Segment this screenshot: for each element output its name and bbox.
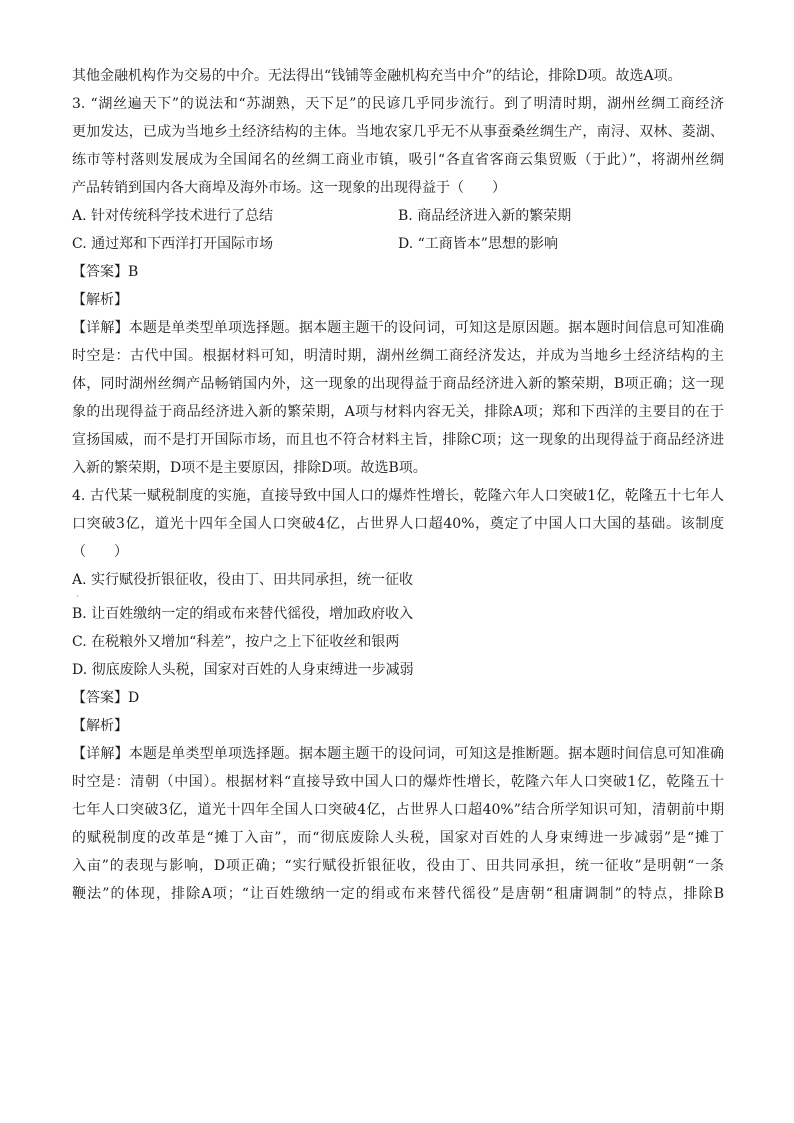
q3-stem-line: 练市等村落则发展成为全国闻名的丝绸工商业市镇，吸引“各直省客商云集贸贩（于此）”，将湖州丝绸 <box>72 152 724 168</box>
q3-option-b: B. 商品经济进入新的繁荣期 <box>398 208 572 224</box>
q4-detail-line: 鞭法”的体现，排除A项；“让百姓缴纳一定的绢或布来替代徭役”是唐朝“租庸调制”的特点，排除B <box>72 886 724 902</box>
q3-detail-line: 入新的繁荣期，D项不是主要原因，排除D项。故选B项。 <box>72 460 427 476</box>
q4-detail-line: 的赋税制度的改革是“摊丁入亩”，而“彻底废除人头税，国家对百姓的人身束缚进一步减弱”是“摊丁 <box>72 830 724 846</box>
q3-option-d: D. “工商皆本”思想的影响 <box>398 236 558 252</box>
q4-stem-line: 4. 古代某一赋税制度的实施，直接导致中国人口的爆炸性增长，乾隆六年人口突破1亿，乾隆五十七年人 <box>72 488 724 504</box>
q4-stem-line: （ ） <box>72 544 128 560</box>
q3-analysis-label: 【解析】 <box>72 292 128 308</box>
previous-analysis-tail: 其他金融机构作为交易的中介。无法得出“钱铺等金融机构充当中介”的结论，排除D项。故选A项。 <box>72 68 682 84</box>
q3-options-row-2 <box>72 230 724 258</box>
q4-analysis-label: 【解析】 <box>72 718 128 734</box>
q3-answer: 【答案】B <box>72 264 139 280</box>
stray-dot: · <box>76 592 79 601</box>
q3-detail-line: 体，同时湖州丝绸产品畅销国内外，这一现象的出现得益于商品经济进入新的繁荣期，B项正确；这一现 <box>72 376 724 392</box>
q3-detail-line: 象的出现得益于商品经济进入新的繁荣期，A项与材料内容无关，排除A项；郑和下西洋的主要目的在于 <box>72 404 724 420</box>
q3-stem-line: 更加发达，已成为当地乡土经济结构的主体。当地农家几乎无不从事蚕桑丝绸生产，南浔、双林、菱湖、 <box>72 124 724 140</box>
q3-stem-line: 3. “湖丝遍天下”的说法和“苏湖熟，天下足”的民谚几乎同步流行。到了明清时期，湖州丝绸工商经济 <box>72 96 724 112</box>
q4-detail-line: 入亩”的表现与影响，D项正确；“实行赋役折银征收，役由丁、田共同承担，统一征收”是明朝“一条 <box>72 858 724 874</box>
q4-detail-line: 【详解】本题是单类型单项选择题。据本题主题干的设问词，可知这是推断题。据本题时间信息可知准确 <box>72 746 724 762</box>
q3-option-a: A. 针对传统科学技术进行了总结 <box>72 208 274 224</box>
q3-detail-line: 【详解】本题是单类型单项选择题。据本题主题干的设问词，可知这是原因题。据本题时间信息可知准确 <box>72 320 724 336</box>
q4-option-b: B. 让百姓缴纳一定的绢或布来替代徭役，增加政府收入 <box>72 606 414 622</box>
q3-options-row-1 <box>72 202 724 230</box>
question-3 <box>72 90 724 482</box>
q4-detail-line: 时空是：清朝（中国）。根据材料“直接导致中国人口的爆炸性增长，乾隆六年人口突破1亿，乾隆五十 <box>72 774 724 790</box>
q4-option-c: C. 在税粮外又增加“科差”，按户之上下征收丝和银两 <box>72 634 400 650</box>
q4-answer: 【答案】D <box>72 690 140 706</box>
document-page <box>72 62 724 908</box>
q3-detail-line: 时空是：古代中国。根据材料可知，明清时期，湖州丝绸工商经济发达，并成为当地乡土经济结构的主 <box>72 348 724 364</box>
q4-option-a: A. 实行赋役折银征收，役由丁、田共同承担，统一征收 <box>72 572 414 588</box>
q4-stem-line: 口突破3亿，道光十四年全国人口突破4亿，占世界人口超40%，奠定了中国人口大国的基础。该制度 <box>72 516 724 532</box>
q3-stem-line: 产品转销到国内各大商埠及海外市场。这一现象的出现得益于（ ） <box>72 180 506 196</box>
question-4 <box>72 482 724 908</box>
q3-option-c: C. 通过郑和下西洋打开国际市场 <box>72 236 274 252</box>
q4-option-d: D. 彻底废除人头税，国家对百姓的人身束缚进一步减弱 <box>72 662 414 678</box>
q4-detail-line: 七年人口突破3亿，道光十四年全国人口突破4亿，占世界人口超40%”结合所学知识可知，清朝前中期 <box>72 802 724 818</box>
q3-detail-line: 宣扬国威，而不是打开国际市场，而且也不符合材料主旨，排除C项；这一现象的出现得益于商品经济进 <box>72 432 724 448</box>
